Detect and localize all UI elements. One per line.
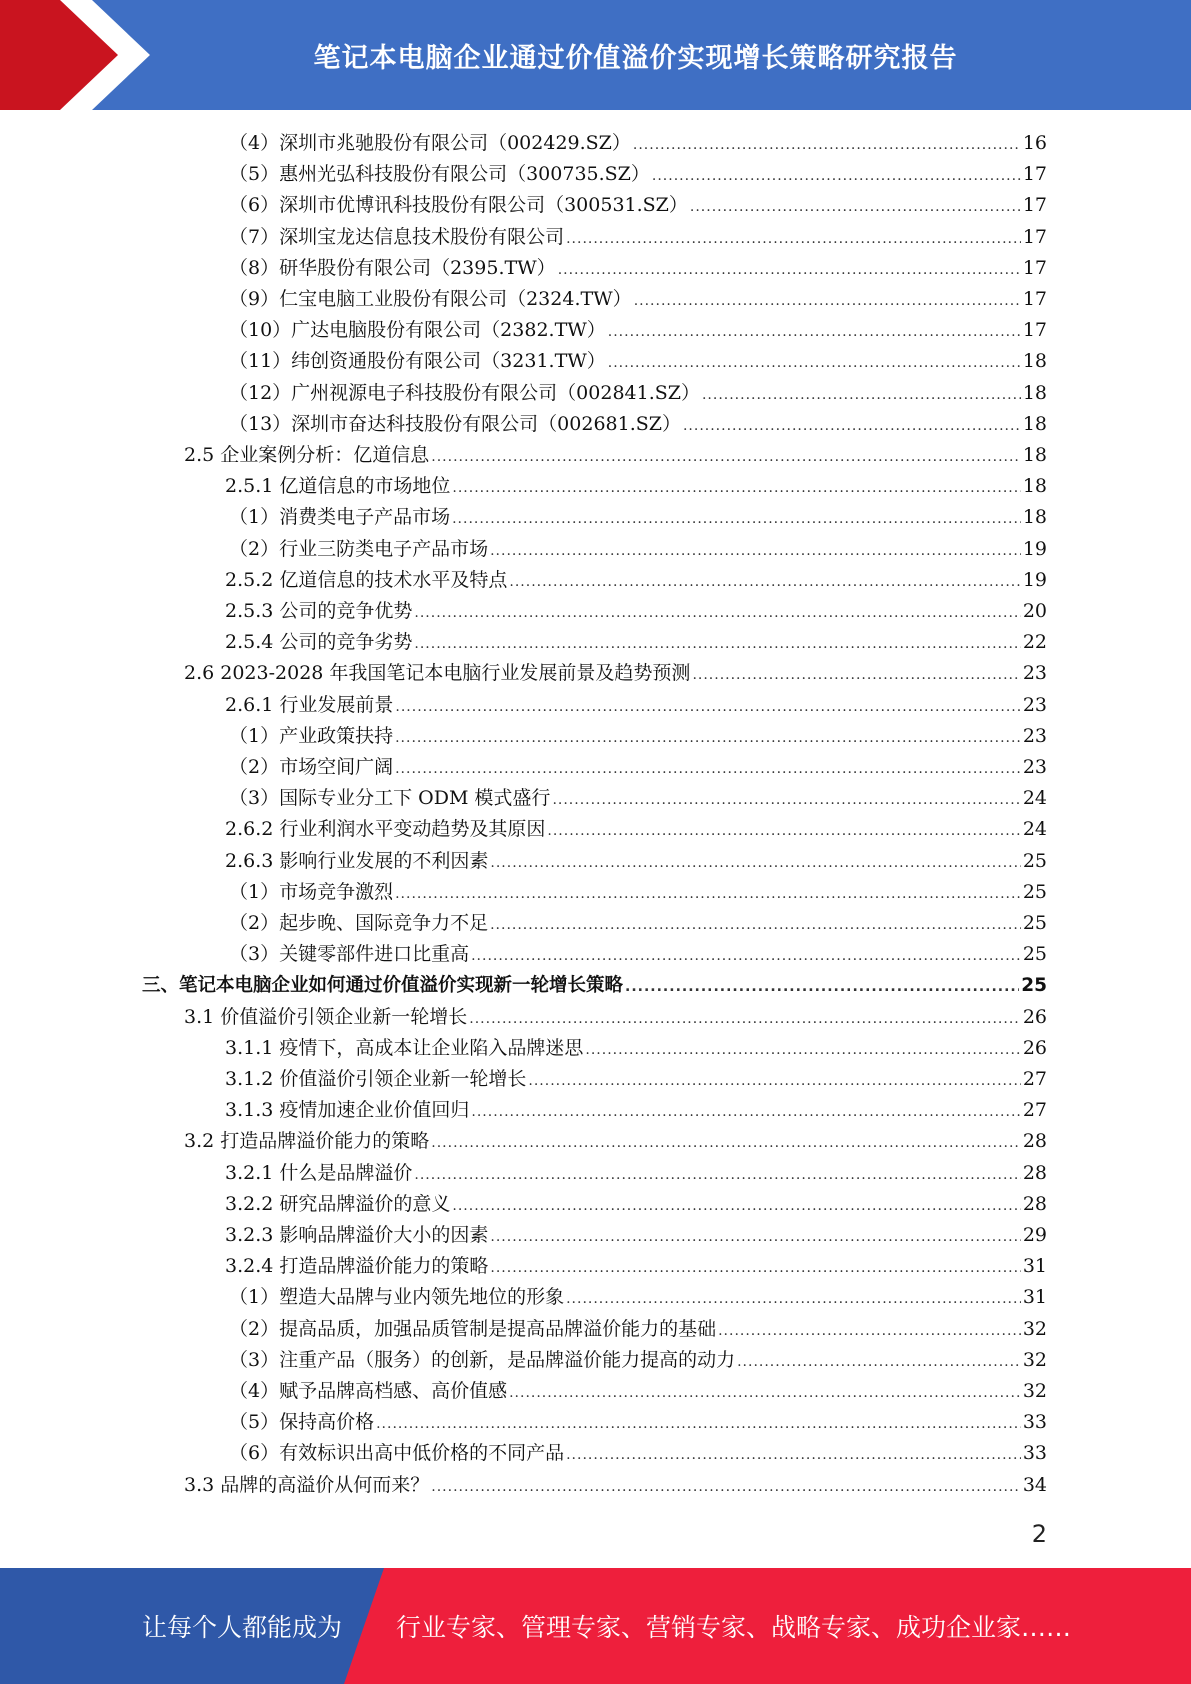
toc-entry[interactable] bbox=[229, 1438, 1047, 1469]
toc-entry-title: 2.5.2 亿道信息的技术水平及特点 bbox=[225, 569, 508, 591]
toc-dot-leader bbox=[452, 504, 1021, 535]
toc-entry-page: 24 bbox=[1022, 818, 1047, 840]
toc-entry-title: 2.6 2023-2028 年我国笔记本电脑行业发展前景及趋势预测 bbox=[184, 662, 691, 684]
toc-dot-leader bbox=[585, 1035, 1020, 1066]
toc-entry-page: 18 bbox=[1022, 413, 1047, 435]
toc-entry-page: 17 bbox=[1022, 163, 1047, 185]
toc-entry-page: 23 bbox=[1022, 662, 1047, 684]
toc-dot-leader bbox=[634, 286, 1021, 317]
toc-entry-page: 31 bbox=[1022, 1286, 1047, 1308]
toc-entry-title: （11）纬创资通股份有限公司（3231.TW） bbox=[229, 350, 606, 372]
page-number: 2 bbox=[1031, 1520, 1047, 1548]
toc-entry-page: 28 bbox=[1022, 1162, 1047, 1184]
toc-entry-title: （1）产业政策扶持 bbox=[229, 725, 394, 747]
toc-entry[interactable] bbox=[225, 1095, 1047, 1126]
toc-entry[interactable] bbox=[184, 440, 1047, 471]
toc-entry[interactable] bbox=[229, 346, 1047, 377]
toc-dot-leader bbox=[652, 161, 1021, 192]
toc-entry-title: 2.5 企业案例分析：亿道信息 bbox=[184, 444, 430, 466]
report-title: 笔记本电脑企业通过价值溢价实现增长策略研究报告 bbox=[313, 42, 958, 74]
toc-entry-title: 2.6.3 影响行业发展的不利因素 bbox=[225, 850, 489, 872]
toc-entry-title: 三、笔记本电脑企业如何通过价值溢价实现新一轮增长策略 bbox=[142, 975, 624, 996]
toc-entry-title: （2）起步晚、国际竞争力不足 bbox=[229, 912, 489, 934]
toc-entry[interactable] bbox=[225, 1064, 1047, 1095]
toc-entry[interactable] bbox=[225, 1189, 1047, 1220]
toc-dot-leader bbox=[566, 1284, 1021, 1315]
toc-entry[interactable] bbox=[225, 1251, 1047, 1282]
toc-entry-title: 3.1 价值溢价引领企业新一轮增长 bbox=[184, 1006, 468, 1028]
toc-dot-leader bbox=[552, 785, 1020, 816]
toc-entry[interactable] bbox=[225, 627, 1047, 658]
toc-entry[interactable] bbox=[229, 315, 1047, 346]
toc-entry-title: （9）仁宝电脑工业股份有限公司（2324.TW） bbox=[229, 288, 632, 310]
toc-entry-page: 24 bbox=[1022, 787, 1047, 809]
toc-entry-title: 3.2.3 影响品牌溢价大小的因素 bbox=[225, 1224, 489, 1246]
toc-dot-leader bbox=[414, 1160, 1020, 1191]
toc-dot-leader bbox=[690, 192, 1021, 223]
toc-dot-leader bbox=[566, 1440, 1021, 1471]
toc-entry-title: 2.5.1 亿道信息的市场地位 bbox=[225, 475, 451, 497]
toc-entry-title: 2.5.3 公司的竞争优势 bbox=[225, 600, 413, 622]
toc-entry-page: 19 bbox=[1022, 569, 1047, 591]
report-header bbox=[0, 0, 1191, 110]
toc-entry-page: 25 bbox=[1022, 881, 1047, 903]
toc-entry-page: 33 bbox=[1022, 1411, 1047, 1433]
toc-entry[interactable] bbox=[229, 190, 1047, 221]
toc-entry-title: （3）国际专业分工下 ODM 模式盛行 bbox=[229, 787, 551, 809]
toc-dot-leader bbox=[414, 598, 1020, 629]
toc-entry-title: （3）关键零部件进口比重高 bbox=[229, 943, 470, 965]
toc-entry-page: 26 bbox=[1022, 1037, 1047, 1059]
toc-entry[interactable] bbox=[184, 1470, 1047, 1501]
toc-dot-leader bbox=[490, 1222, 1020, 1253]
toc-entry[interactable] bbox=[229, 222, 1047, 253]
toc-dot-leader bbox=[633, 130, 1021, 161]
toc-entry[interactable] bbox=[229, 1376, 1047, 1407]
toc-entry[interactable] bbox=[184, 1126, 1047, 1157]
toc-dot-leader bbox=[490, 536, 1021, 567]
toc-entry[interactable] bbox=[225, 690, 1047, 721]
toc-entry[interactable] bbox=[229, 128, 1047, 159]
toc-dot-leader bbox=[558, 255, 1021, 286]
toc-dot-leader bbox=[509, 1378, 1021, 1409]
toc-entry-page: 23 bbox=[1022, 725, 1047, 747]
toc-entry-page: 18 bbox=[1022, 350, 1047, 372]
toc-entry[interactable] bbox=[229, 1314, 1047, 1345]
toc-entry[interactable] bbox=[142, 970, 1047, 1001]
toc-entry-page: 18 bbox=[1022, 382, 1047, 404]
toc-entry[interactable] bbox=[229, 284, 1047, 315]
toc-entry-title: （1）市场竞争激烈 bbox=[229, 881, 394, 903]
toc-dot-leader bbox=[395, 692, 1020, 723]
toc-dot-leader bbox=[431, 442, 1021, 473]
toc-dot-leader bbox=[452, 1191, 1020, 1222]
toc-entry-page: 29 bbox=[1022, 1224, 1047, 1246]
toc-dot-leader bbox=[452, 473, 1020, 504]
toc-dot-leader bbox=[608, 317, 1021, 348]
toc-entry-page: 17 bbox=[1022, 194, 1047, 216]
toc-entry[interactable] bbox=[229, 1345, 1047, 1376]
toc-entry-page: 23 bbox=[1022, 694, 1047, 716]
toc-dot-leader bbox=[395, 879, 1021, 910]
toc-entry[interactable] bbox=[225, 1033, 1047, 1064]
toc-dot-leader bbox=[737, 1347, 1021, 1378]
toc-entry-title: 3.1.1 疫情下，高成本让企业陷入品牌迷思 bbox=[225, 1037, 584, 1059]
toc-dot-leader bbox=[566, 224, 1021, 255]
toc-entry-title: 3.2.2 研究品牌溢价的意义 bbox=[225, 1193, 451, 1215]
toc-entry-page: 19 bbox=[1022, 538, 1047, 560]
toc-entry-page: 33 bbox=[1022, 1442, 1047, 1464]
toc-entry-page: 16 bbox=[1022, 132, 1047, 154]
toc-entry-title: （13）深圳市奋达科技股份有限公司（002681.SZ） bbox=[229, 413, 681, 435]
toc-entry-title: 3.1.2 价值溢价引领企业新一轮增长 bbox=[225, 1068, 527, 1090]
toc-entry-title: 3.1.3 疫情加速企业价值回归 bbox=[225, 1099, 470, 1121]
toc-dot-leader bbox=[547, 816, 1020, 847]
toc-entry-title: 2.6.1 行业发展前景 bbox=[225, 694, 394, 716]
toc-entry[interactable] bbox=[229, 721, 1047, 752]
toc-dot-leader bbox=[414, 629, 1020, 660]
toc-entry-page: 20 bbox=[1022, 600, 1047, 622]
toc-dot-leader bbox=[608, 348, 1021, 379]
toc-entry-title: 2.6.2 行业利润水平变动趋势及其原因 bbox=[225, 818, 546, 840]
toc-dot-leader bbox=[528, 1066, 1020, 1097]
toc-dot-leader bbox=[395, 723, 1021, 754]
footer-slogan-right: 行业专家、管理专家、营销专家、战略专家、成功企业家…… bbox=[396, 1613, 1072, 1642]
toc-dot-leader bbox=[692, 660, 1020, 691]
toc-entry-title: 3.2.1 什么是品牌溢价 bbox=[225, 1162, 413, 1184]
toc-entry[interactable] bbox=[229, 939, 1047, 970]
toc-entry[interactable] bbox=[225, 596, 1047, 627]
toc-entry[interactable] bbox=[229, 752, 1047, 783]
toc-entry[interactable] bbox=[225, 814, 1047, 845]
toc-entry[interactable] bbox=[229, 409, 1047, 440]
toc-entry-title: （4）深圳市兆驰股份有限公司（002429.SZ） bbox=[229, 132, 631, 154]
toc-dot-leader bbox=[490, 910, 1021, 941]
toc-dot-leader bbox=[625, 972, 1019, 1003]
toc-entry[interactable] bbox=[229, 534, 1047, 565]
toc-entry-title: 3.3 品牌的高溢价从何而来？ bbox=[184, 1474, 430, 1496]
toc-dot-leader bbox=[431, 1128, 1021, 1159]
toc-dot-leader bbox=[718, 1316, 1021, 1347]
toc-entry-title: （1）塑造大品牌与业内领先地位的形象 bbox=[229, 1286, 565, 1308]
toc-entry-page: 27 bbox=[1022, 1068, 1047, 1090]
footer-banner bbox=[0, 1568, 1191, 1684]
toc-entry-title: 3.2.4 打造品牌溢价能力的策略 bbox=[225, 1255, 489, 1277]
toc-entry-page: 25 bbox=[1022, 943, 1047, 965]
toc-entry-page: 18 bbox=[1022, 475, 1047, 497]
toc-entry-page: 22 bbox=[1022, 631, 1047, 653]
toc-dot-leader bbox=[683, 411, 1021, 442]
toc-entry[interactable] bbox=[184, 1002, 1047, 1033]
toc-entry-title: （8）研华股份有限公司（2395.TW） bbox=[229, 257, 556, 279]
footer-slogan-left: 让每个人都能成为 bbox=[142, 1613, 343, 1642]
toc-entry-page: 28 bbox=[1022, 1130, 1047, 1152]
toc-entry[interactable] bbox=[229, 253, 1047, 284]
toc-entry-page: 26 bbox=[1022, 1006, 1047, 1028]
toc-entry-title: （6）深圳市优博讯科技股份有限公司（300531.SZ） bbox=[229, 194, 688, 216]
toc-entry[interactable] bbox=[229, 159, 1047, 190]
toc-entry-page: 17 bbox=[1022, 226, 1047, 248]
toc-entry-title: （5）保持高价格 bbox=[229, 1411, 375, 1433]
toc-entry-page: 31 bbox=[1022, 1255, 1047, 1277]
toc-dot-leader bbox=[509, 567, 1020, 598]
toc-entry-page: 18 bbox=[1022, 506, 1047, 528]
toc-entry-title: 2.5.4 公司的竞争劣势 bbox=[225, 631, 413, 653]
toc-entry[interactable] bbox=[225, 1158, 1047, 1189]
toc-dot-leader bbox=[376, 1409, 1021, 1440]
toc-dot-leader bbox=[395, 754, 1021, 785]
toc-entry[interactable] bbox=[229, 908, 1047, 939]
toc-entry-page: 23 bbox=[1022, 756, 1047, 778]
toc-entry-page: 34 bbox=[1022, 1474, 1047, 1496]
toc-entry-page: 28 bbox=[1022, 1193, 1047, 1215]
toc-entry[interactable] bbox=[229, 1407, 1047, 1438]
toc-entry[interactable] bbox=[229, 378, 1047, 409]
toc-entry-title: （3）注重产品（服务）的创新，是品牌溢价能力提高的动力 bbox=[229, 1349, 736, 1371]
toc-entry-title: （6）有效标识出高中低价格的不同产品 bbox=[229, 1442, 565, 1464]
toc-entry-page: 17 bbox=[1022, 288, 1047, 310]
toc-entry-page: 32 bbox=[1022, 1349, 1047, 1371]
toc-entry[interactable] bbox=[229, 502, 1047, 533]
toc-entry-title: （7）深圳宝龙达信息技术股份有限公司 bbox=[229, 226, 565, 248]
toc-entry[interactable] bbox=[225, 846, 1047, 877]
toc-entry-title: （12）广州视源电子科技股份有限公司（002841.SZ） bbox=[229, 382, 700, 404]
toc-dot-leader bbox=[469, 1004, 1021, 1035]
toc-entry-title: （2）市场空间广阔 bbox=[229, 756, 394, 778]
toc-entry-title: （5）惠州光弘科技股份有限公司（300735.SZ） bbox=[229, 163, 650, 185]
toc-entry-title: （1）消费类电子产品市场 bbox=[229, 506, 451, 528]
toc-entry-page: 25 bbox=[1022, 850, 1047, 872]
toc-entry[interactable] bbox=[229, 783, 1047, 814]
toc-entry-title: （2）提高品质，加强品质管制是提高品牌溢价能力的基础 bbox=[229, 1318, 717, 1340]
toc-dot-leader bbox=[490, 1253, 1020, 1284]
toc-entry[interactable] bbox=[184, 658, 1047, 689]
toc-entry[interactable] bbox=[229, 877, 1047, 908]
toc-dot-leader bbox=[702, 380, 1021, 411]
toc-entry-title: （4）赋予品牌高档感、高价值感 bbox=[229, 1380, 508, 1402]
toc-entry-page: 32 bbox=[1022, 1318, 1047, 1340]
toc-entry-page: 17 bbox=[1022, 257, 1047, 279]
toc-entry-title: （10）广达电脑股份有限公司（2382.TW） bbox=[229, 319, 606, 341]
toc-entry-title: （2）行业三防类电子产品市场 bbox=[229, 538, 489, 560]
toc-entry-page: 25 bbox=[1021, 975, 1047, 996]
toc-entry[interactable] bbox=[225, 1220, 1047, 1251]
toc-dot-leader bbox=[431, 1472, 1021, 1503]
toc-dot-leader bbox=[471, 941, 1021, 972]
toc-entry[interactable] bbox=[225, 565, 1047, 596]
toc-entry-page: 17 bbox=[1022, 319, 1047, 341]
toc-entry[interactable] bbox=[229, 1282, 1047, 1313]
toc-entry-title: 3.2 打造品牌溢价能力的策略 bbox=[184, 1130, 430, 1152]
toc-entry-page: 27 bbox=[1022, 1099, 1047, 1121]
toc-dot-leader bbox=[490, 848, 1020, 879]
toc-entry-page: 25 bbox=[1022, 912, 1047, 934]
toc-dot-leader bbox=[471, 1097, 1020, 1128]
toc-entry-page: 18 bbox=[1022, 444, 1047, 466]
toc-entry[interactable] bbox=[225, 471, 1047, 502]
toc-entry-page: 32 bbox=[1022, 1380, 1047, 1402]
